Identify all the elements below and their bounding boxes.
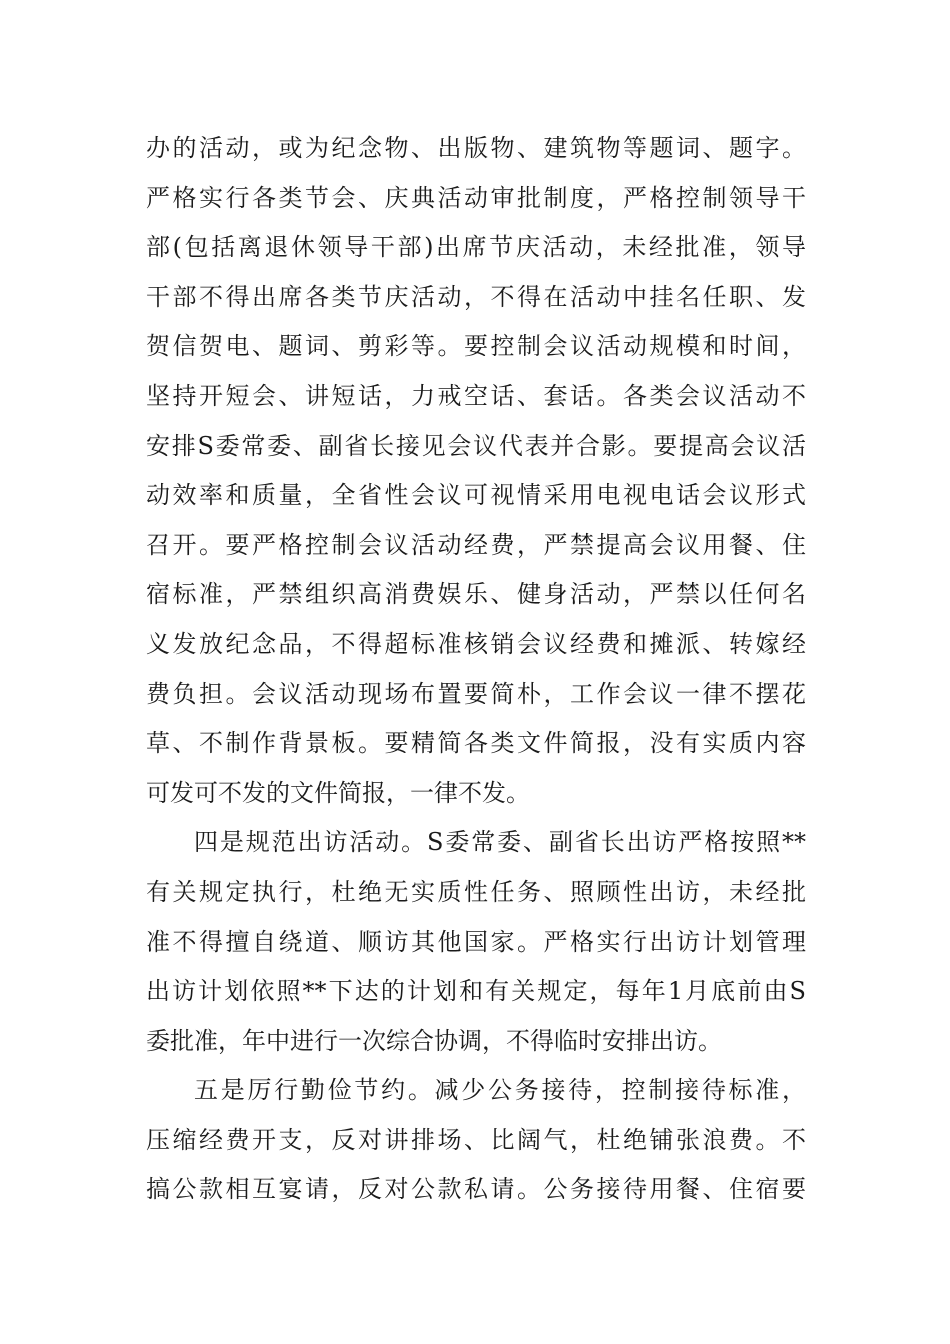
text-line: 义发放纪念品，不得超标准核销会议经费和摊派、转嫁经	[146, 629, 806, 658]
text-line: 压缩经费开支，反对讲排场、比阔气，杜绝铺张浪费。不	[146, 1125, 806, 1154]
text-line: 办的活动，或为纪念物、出版物、建筑物等题词、题字。	[146, 134, 806, 162]
text-line: 准不得擅自绕道、顺访其他国家。严格实行出访计划管理	[146, 927, 806, 956]
text-line: 坚持开短会、讲短话，力戒空话、套话。各类会议活动不	[146, 381, 806, 410]
text-line: 有关规定执行，杜绝无实质性任务、照顾性出访，未经批	[146, 877, 806, 906]
body-text	[146, 124, 806, 1215]
text-line: 安排S委常委、副省长接见会议代表并合影。要提高会议活	[146, 431, 806, 460]
text-line: 部(包括离退休领导干部)出席节庆活动，未经批准，领导	[146, 233, 806, 262]
text-line: 可发可不发的文件简报，一律不发。	[146, 778, 530, 807]
text-line: 召开。要严格控制会议活动经费，严禁提高会议用餐、住	[146, 530, 806, 559]
text-line: 搞公款相互宴请，反对公款私请。公务接待用餐、住宿要	[146, 1175, 806, 1204]
text-line: 动效率和质量，全省性会议可视情采用电视电话会议形式	[146, 481, 806, 510]
text-line: 宿标准，严禁组织高消费娱乐、健身活动，严禁以任何名	[146, 580, 806, 609]
text-line: 草、不制作背景板。要精简各类文件简报，没有实质内容	[146, 729, 806, 758]
text-line: 费负担。会议活动现场布置要简朴，工作会议一律不摆花	[146, 679, 806, 708]
text-line: 严格实行各类节会、庆典活动审批制度，严格控制领导干	[146, 183, 806, 212]
text-line: 贺信贺电、题词、剪彩等。要控制会议活动规模和时间，	[146, 332, 806, 361]
text-line: 干部不得出席各类节庆活动，不得在活动中挂名任职、发	[146, 282, 806, 311]
paragraph-4-heading-line: 四是规范出访活动。S委常委、副省长出访严格按照**	[194, 828, 806, 857]
text-line: 出访计划依照**下达的计划和有关规定，每年1月底前由S	[146, 977, 806, 1006]
paragraph-5-heading-line: 五是厉行勤俭节约。减少公务接待，控制接待标准，	[194, 1076, 806, 1105]
text-line: 委批准，年中进行一次综合协调，不得临时安排出访。	[146, 1026, 722, 1055]
